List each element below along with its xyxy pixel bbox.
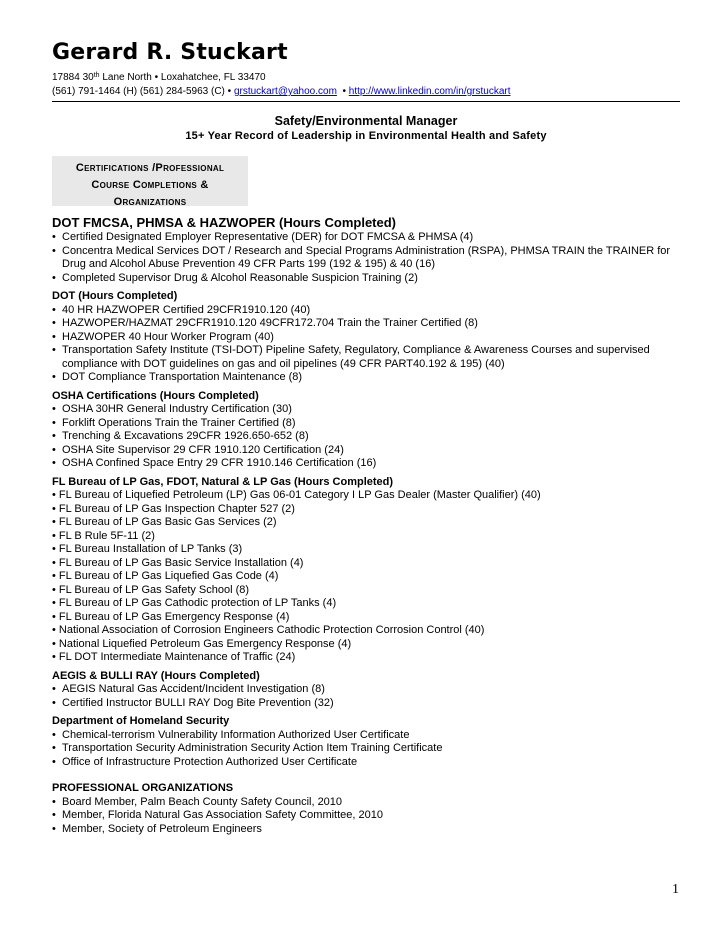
contact-separator: • (342, 86, 346, 97)
list-item-text: • National Association of Corrosion Engineers Cathodic Protection Corrosion Control (40) (52, 624, 485, 636)
list-item-text: • FL B Rule 5F-11 (2) (52, 529, 155, 542)
section-title-line-1: CERTIFICATIONS /PROFESSIONAL (75, 162, 225, 174)
bullet-icon: • (52, 795, 56, 808)
linkedin-link[interactable]: http://www.linkedin.com/in/grstuckart (348, 86, 511, 97)
cert-list (52, 304, 692, 385)
list-item (52, 809, 692, 823)
cert-group-title: DOT FMCSA, PHMSA & HAZWOPER (Hours Completed) (52, 215, 397, 230)
list-item (52, 697, 692, 711)
list-item-text: Trenching & Excavations 29CFR 1926.650-652 (8) (62, 430, 309, 442)
cert-group (52, 670, 692, 711)
header-divider (52, 101, 680, 102)
list-item (52, 304, 692, 318)
list-item-text: • FL Bureau of LP Gas Emergency Response (4) (52, 610, 290, 623)
bullet-icon: • (52, 303, 56, 316)
list-item (52, 624, 692, 638)
cert-group-title: PROFESSIONAL ORGANIZATIONS (52, 782, 234, 794)
list-item (52, 245, 692, 272)
list-item-text: OSHA 30HR General Industry Certification (30) (62, 403, 292, 415)
cert-list (52, 489, 692, 665)
list-item-text: • FL Bureau of LP Gas Liquefied Gas Code (4) (52, 570, 279, 582)
list-item (52, 489, 692, 503)
section-title-line-2: COURSE COMPLETIONS & (91, 179, 209, 191)
list-item (52, 331, 692, 345)
bullet-icon: • (52, 809, 56, 821)
cert-group (52, 782, 692, 836)
cert-group-title: OSHA Certifications (Hours Completed) (52, 389, 259, 402)
candidate-name: Gerard R. Stuckart (52, 40, 288, 65)
list-item-text: • FL Bureau of LP Gas Cathodic protection of LP Tanks (4) (52, 597, 337, 609)
page-number: 1 (672, 882, 679, 897)
list-item (52, 584, 692, 598)
bullet-icon: • (52, 231, 56, 243)
list-item-text: • FL Bureau Installation of LP Tanks (3) (52, 543, 243, 555)
email-link[interactable]: grstuckart@yahoo.com (233, 86, 337, 97)
list-item-text: Certified Designated Employer Representative (DER) for DOT FMCSA & PHMSA (4) (62, 231, 474, 243)
list-item (52, 756, 692, 770)
bullet-icon: • (52, 683, 56, 695)
cert-group (52, 290, 692, 385)
bullet-icon: • (52, 443, 56, 456)
list-item (52, 597, 692, 611)
list-item (52, 417, 692, 431)
list-item (52, 729, 692, 743)
list-item-text: Forklift Operations Train the Trainer Certified (8) (62, 416, 296, 429)
list-item (52, 516, 692, 530)
bullet-icon: • (52, 822, 56, 835)
cert-group (52, 715, 692, 769)
bullet-icon: • (52, 755, 56, 768)
list-item-text: Chemical-terrorism Vulnerability Information Authorized User Certificate (62, 728, 410, 741)
cert-group (52, 390, 692, 471)
list-item-text: • FL Bureau of LP Gas Safety School (8) (52, 583, 250, 596)
list-item (52, 683, 692, 697)
bullet-icon: • (52, 742, 56, 754)
list-item (52, 272, 692, 286)
section-title-line-3: ORGANIZATIONS (113, 196, 187, 208)
address-suffix: th (93, 72, 100, 79)
list-item-text: Transportation Safety Institute (TSI-DOT) Pipeline Safety, Regulatory, Compliance & Awareness Courses and supervised compliance with DOT guidelines on gas and oil pipelines (49 CFR PART40.192 & 195) (40) (62, 344, 650, 370)
list-item-text: Concentra Medical Services DOT / Research and Special Programs Administration (RSPA), PHMSA TRAIN the TRAINER for Drug and Alcohol Abuse Prevention 49 CFR Parts 199 (192 & 195) & 40 (16) (62, 244, 671, 270)
certifications-content (52, 215, 692, 836)
group-spacer (52, 769, 692, 782)
list-item-text: AEGIS Natural Gas Accident/Incident Investigation (8) (62, 683, 325, 695)
bullet-icon: • (52, 728, 56, 741)
list-item (52, 742, 692, 756)
list-item (52, 444, 692, 458)
list-item-text: • FL Bureau of Liquefied Petroleum (LP) Gas 06-01 Category I LP Gas Dealer (Master Qualifier) (40) (52, 489, 541, 501)
list-item-text: Member, Society of Petroleum Engineers (62, 822, 262, 835)
list-item (52, 823, 692, 837)
list-item (52, 317, 692, 331)
list-item (52, 570, 692, 584)
list-item (52, 457, 692, 471)
list-item-text: • FL Bureau of LP Gas Basic Service Installation (4) (52, 556, 304, 569)
bullet-icon: • (52, 457, 56, 469)
list-item-text: Completed Supervisor Drug & Alcohol Reasonable Suspicion Training (2) (62, 271, 418, 284)
list-item (52, 796, 692, 810)
bullet-icon: • (52, 317, 56, 329)
list-item (52, 430, 692, 444)
list-item-text: Transportation Security Administration Security Action Item Training Certificate (62, 742, 443, 754)
address-number: 17884 30 (52, 72, 94, 83)
list-item-text: DOT Compliance Transportation Maintenance (8) (62, 371, 303, 383)
list-item (52, 503, 692, 517)
bullet-icon: • (52, 416, 56, 429)
list-item (52, 231, 692, 245)
list-item (52, 403, 692, 417)
bullet-icon: • (52, 430, 56, 442)
cert-group (52, 215, 692, 285)
list-item-text: HAZWOPER 40 Hour Worker Program (40) (62, 330, 274, 343)
cert-group-title: DOT (Hours Completed) (52, 290, 178, 302)
cert-list (52, 729, 692, 770)
bullet-icon: • (52, 330, 56, 343)
cert-list (52, 683, 692, 710)
bullet-icon: • (52, 271, 56, 284)
list-item-text: • National Liquefied Petroleum Gas Emergency Response (4) (52, 637, 352, 650)
bullet-icon: • (52, 244, 56, 257)
list-item (52, 530, 692, 544)
list-item-text: • FL Bureau of LP Gas Basic Gas Services (2) (52, 516, 277, 528)
bullet-icon: • (52, 344, 56, 356)
list-item (52, 543, 692, 557)
section-title (52, 160, 248, 211)
bullet-icon: • (52, 696, 56, 709)
list-item (52, 371, 692, 385)
address-line (52, 72, 266, 83)
cert-group-title: AEGIS & BULLI RAY (Hours Completed) (52, 669, 260, 682)
bullet-icon: • (52, 403, 56, 415)
list-item-text: • FL DOT Intermediate Maintenance of Traffic (24) (52, 651, 296, 663)
job-title: Safety/Environmental Manager (274, 114, 458, 128)
list-item-text: Certified Instructor BULLI RAY Dog Bite Prevention (32) (62, 696, 334, 709)
cert-group-title: Department of Homeland Security (52, 715, 230, 727)
cert-group-title: FL Bureau of LP Gas, FDOT, Natural & LP Gas (Hours Completed) (52, 475, 394, 488)
list-item-text: Member, Florida Natural Gas Association Safety Committee, 2010 (62, 809, 383, 821)
list-item-text: Office of Infrastructure Protection Authorized User Certificate (62, 755, 358, 768)
list-item-text: 40 HR HAZWOPER Certified 29CFR1910.120 (40) (62, 303, 311, 316)
list-item-text: Board Member, Palm Beach County Safety Council, 2010 (62, 795, 343, 808)
list-item-text: OSHA Site Supervisor 29 CFR 1910.120 Certification (24) (62, 443, 344, 456)
cert-group (52, 476, 692, 665)
cert-list (52, 403, 692, 471)
contact-line (52, 86, 511, 97)
bullet-icon: • (52, 371, 56, 383)
list-item (52, 557, 692, 571)
list-item (52, 611, 692, 625)
list-item (52, 638, 692, 652)
job-subtitle: 15+ Year Record of Leadership in Environmental Health and Safety (185, 130, 547, 142)
list-item (52, 344, 692, 371)
cert-list (52, 796, 692, 837)
list-item-text: • FL Bureau of LP Gas Inspection Chapter 527 (2) (52, 502, 295, 515)
phone-numbers: (561) 791-1464 (H) (561) 284-5963 (C) • (52, 86, 232, 97)
list-item (52, 651, 692, 665)
cert-list (52, 231, 692, 285)
address-rest: Lane North • Loxahatchee, FL 33470 (99, 72, 266, 83)
list-item-text: HAZWOPER/HAZMAT 29CFR1910.120 49CFR172.704 Train the Trainer Certified (8) (62, 317, 478, 329)
list-item-text: OSHA Confined Space Entry 29 CFR 1910.146 Certification (16) (62, 457, 377, 469)
